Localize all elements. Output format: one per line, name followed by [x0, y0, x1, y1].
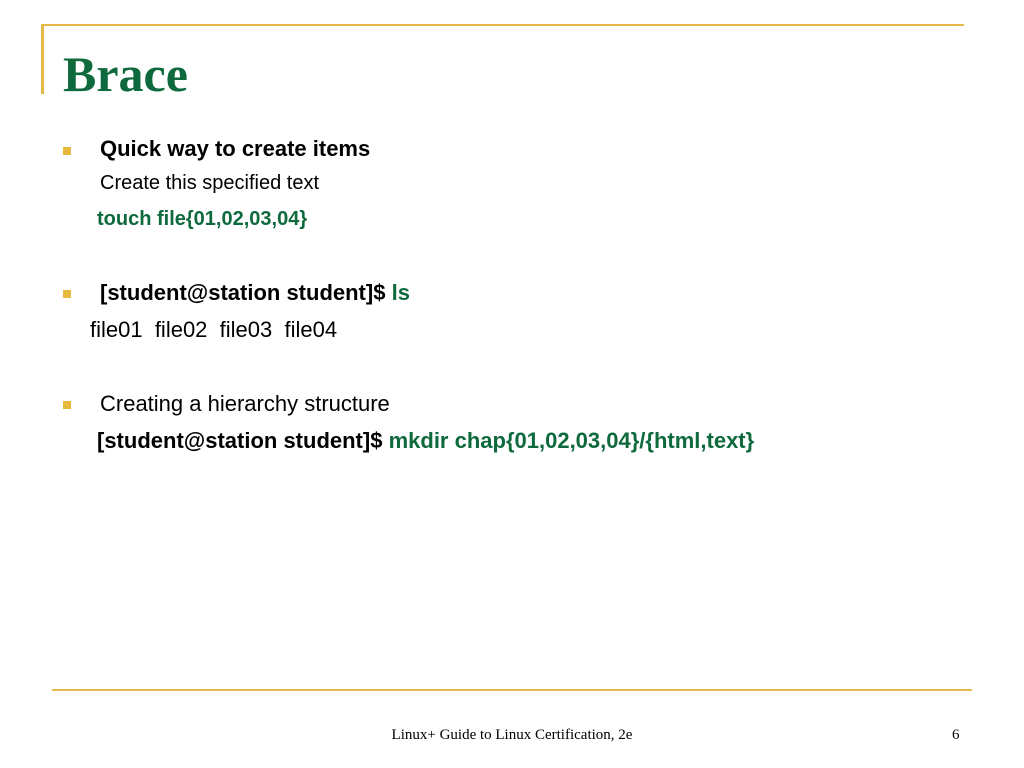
bullet-3-heading: Creating a hierarchy structure	[100, 391, 390, 416]
bullet-1-heading: Quick way to create items	[100, 136, 371, 161]
bullet-1-subtext: Create this specified text	[100, 172, 319, 194]
bullet-2-output: file01 file02 file03 file04	[90, 317, 338, 342]
bullet-1-command: touch file{01,02,03,04}	[97, 208, 308, 230]
bullet-2-prompt: [student@station student]$	[100, 280, 386, 305]
bullet-marker-1	[63, 147, 71, 155]
bullet-2-command: ls	[391, 280, 410, 305]
bullet-3-line	[97, 428, 754, 454]
footer-caption: Linux+ Guide to Linux Certification, 2e	[391, 727, 633, 743]
frame-top-rule	[41, 24, 964, 26]
page-number: 6	[952, 727, 960, 743]
footer-rule	[52, 689, 972, 691]
bullet-3-command: mkdir chap{01,02,03,04}/{html,text}	[388, 428, 755, 453]
bullet-marker-3	[63, 401, 71, 409]
bullet-marker-2	[63, 290, 71, 298]
frame-left-rule	[41, 24, 44, 94]
bullet-3-prompt: [student@station student]$	[97, 428, 383, 453]
bullet-2-line	[100, 280, 410, 306]
slide-title: Brace	[63, 46, 188, 102]
